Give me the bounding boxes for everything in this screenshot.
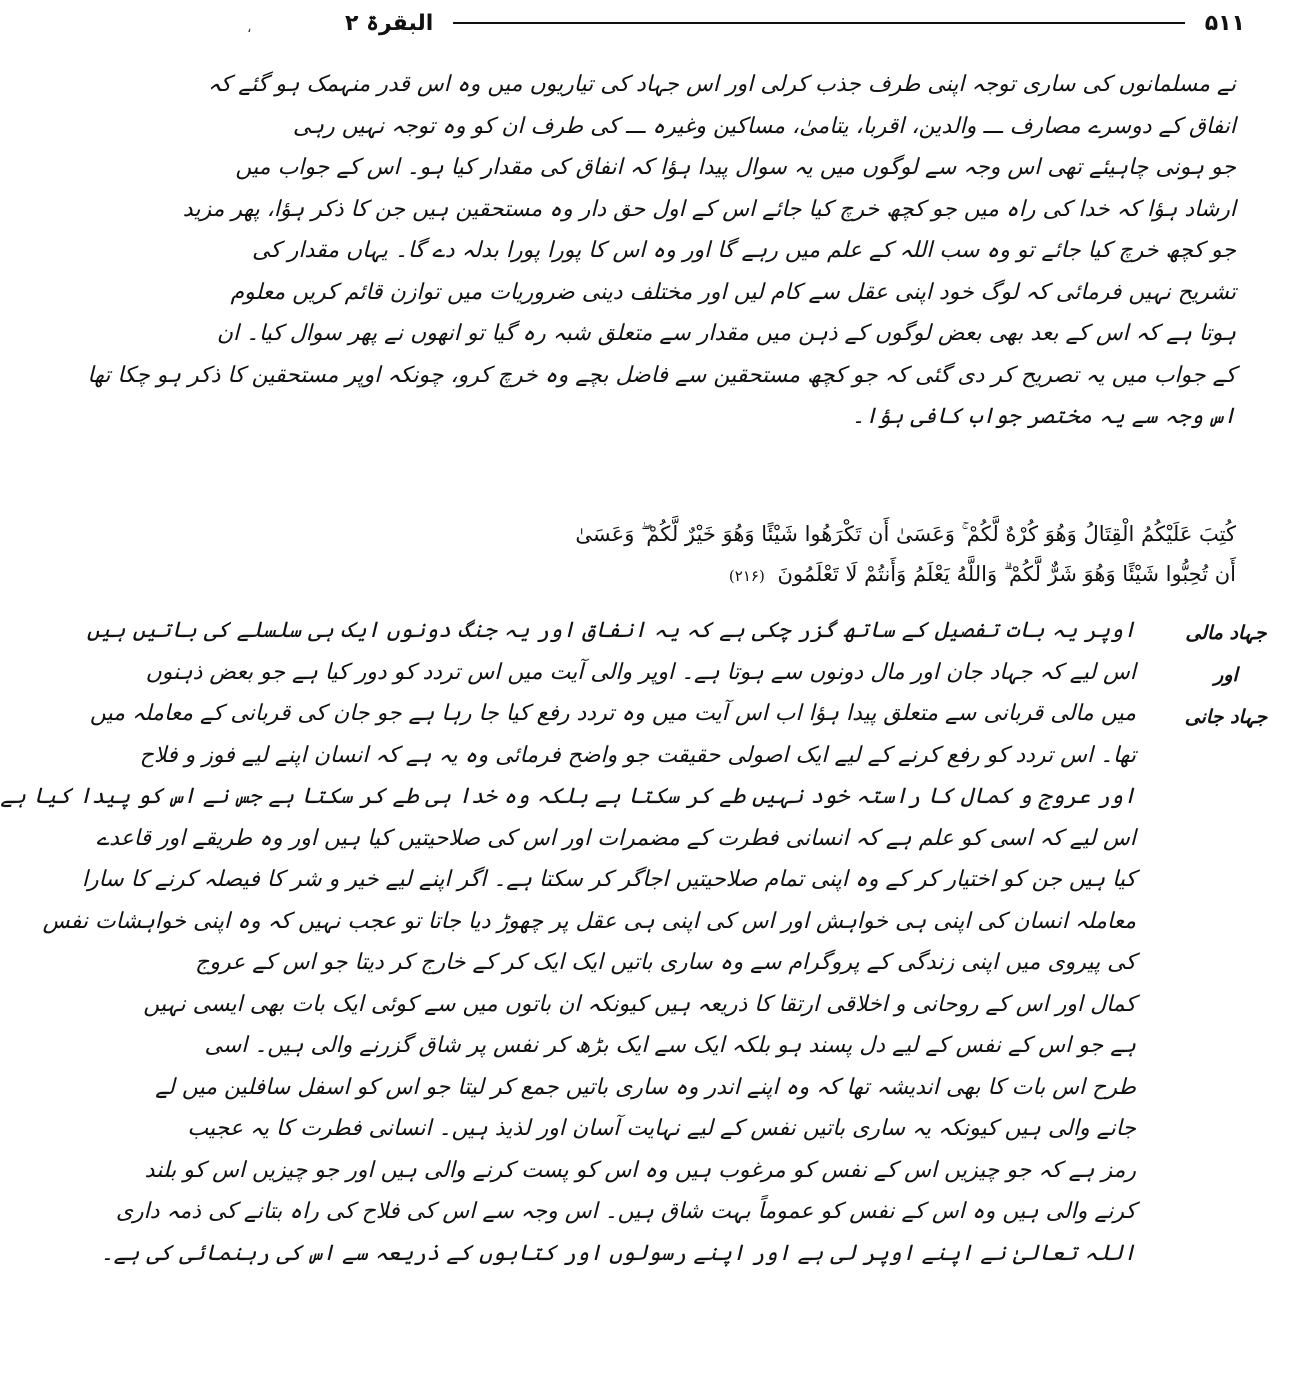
commentary-paragraph-2: [0, 610, 1136, 1274]
text-line: جو ہونی چاہیئے تھی اس وجہ سے لوگوں میں یہ سوال پیدا ہؤا کہ انفاق کی مقدار کیا ہو۔ اس کے جواب میں: [235, 155, 1236, 180]
text-line: معاملہ انسان کی اپنی ہی خواہش اور اس کی اپنی ہی عقل پر چھوڑ دیا جاتا تو عجب نہیں کہ وہ اپنی خواہشات نفس: [42, 908, 1136, 934]
corner-mark: ،: [247, 20, 252, 36]
text-line: اور عروج و کمال کا راستہ خود نہیں طے کر سکتا ہے بلکہ وہ خدا ہی طے کر سکتا ہے جس نے اس کو پیدا کیا ہے: [0, 784, 1136, 809]
text-line: اس لیے کہ اسی کو علم ہے کہ انسانی فطرت کے مضمرات اور اس کی صلاحیتیں کیا ہیں اور وہ طریقے اور قاعدے: [96, 825, 1136, 851]
text-line: کیا ہیں جن کو اختیار کر کے وہ اپنی تمام صلاحیتیں اجاگر کر سکتا ہے۔ اگر اپنے لیے خیر و شر کا فیصلہ کرنے کا سارا: [81, 867, 1136, 892]
header-rule: [453, 22, 1184, 24]
text-line: کمال اور اس کے روحانی و اخلاقی ارتقا کا ذریعہ ہیں کیونکہ ان باتوں میں سے کوئی ایک بات بھی ایسی نہیں: [143, 991, 1136, 1017]
verse-line-with-number: [356, 554, 1236, 594]
text-line: طرح اس بات کا بھی اندیشہ تھا کہ وہ اپنے اندر وہ ساری باتیں جمع کر لیتا جو اس کو اسفل سافلین میں لے: [155, 1074, 1136, 1100]
margin-heading: [1166, 612, 1286, 738]
text-line: میں مالی قربانی سے متعلق پیدا ہؤا اب اس آیت میں وہ تردد رفع کیا جا رہا ہے جو جان کی قربانی کے معاملہ میں: [89, 701, 1136, 726]
verse-number: (۲۱۶): [728, 567, 765, 585]
text-line: ہے جو اس کے نفس کے لیے دل پسند ہو بلکہ ایک سے ایک بڑھ کر نفس پر شاق گزرنے والی ہیں۔ اسی: [204, 1033, 1136, 1058]
commentary-paragraph-1: [87, 64, 1236, 438]
text-line: جانے والی ہیں کیونکہ یہ ساری باتیں نفس کے لیے نہایت آسان اور لذیذ ہیں۔ انسانی فطرت کا یہ عجیب: [187, 1116, 1136, 1141]
verse-line: كُتِبَ عَلَيْكُمُ الْقِتَالُ وَهُوَ كُرْهٌ لَّكُمْ ۚ وَعَسَىٰ أَن تَكْرَهُوا شَيْئًا وَهُوَ خَيْرٌ لَّكُمْ ۖ وَعَسَىٰ: [575, 522, 1236, 546]
text-line: کی پیروی میں اپنی زندگی کے پروگرام سے وہ ساری باتیں ایک ایک کر کے خارج کر دیتا جو اس کے عروج: [195, 950, 1136, 975]
text-line: تشریح نہیں فرمائی کہ لوگ خود اپنی عقل سے کام لیں اور مختلف دینی ضروریات میں توازن قائم کریں معلوم: [230, 279, 1236, 305]
text-line: نے مسلمانوں کی ساری توجہ اپنی طرف جذب کرلی اور اس جہاد کی تیاریوں میں وہ اس قدر منہمک ہو گئے کہ: [207, 72, 1236, 97]
margin-heading-line: جہاد جانی: [1184, 706, 1268, 728]
text-line: اس وجہ سے یہ مختصر جواب کافی ہؤا۔: [851, 404, 1236, 429]
text-line: تھا۔ اس تردد کو رفع کرنے کے لیے ایک اصولی حقیقت جو واضح فرمائی وہ یہ ہے کہ انسان اپنے لیے فوز و فلاح: [139, 742, 1136, 768]
text-line: جو کچھ خرچ کیا جائے تو وہ سب اللہ کے علم میں رہے گا اور وہ اس کا پورا پورا بدلہ دے گا۔ یہاں مقدار کی: [251, 238, 1236, 263]
margin-heading-line: جہاد مالی: [1185, 622, 1267, 644]
page-number: ۵۱۱: [1204, 10, 1245, 36]
text-line: رمز ہے کہ جو چیزیں اس کے نفس کو مرغوب ہیں وہ اس کو پست کرنے والی ہیں اور جو چیزیں اس کو بلند: [144, 1157, 1136, 1183]
running-header: [345, 6, 1245, 40]
verse-line: أَن تُحِبُّوا شَيْئًا وَهُوَ شَرٌّ لَّكُمْ ۗ وَاللَّهُ يَعْلَمُ وَأَنتُمْ لَا تَعْلَمُونَ: [777, 562, 1236, 586]
text-line: ارشاد ہؤا کہ خدا کی راہ میں جو کچھ خرچ کیا جائے اس کے اول حق دار وہ مستحقین ہیں جن کا ذکر ہؤا، پھر مزید: [182, 196, 1236, 222]
quran-verse: [356, 514, 1236, 594]
text-line: اوپر یہ بات تفصیل کے ساتھ گزر چکی ہے کہ یہ انفاق اور یہ جنگ دونوں ایک ہی سلسلے کی باتیں ہیں: [86, 618, 1136, 643]
surah-title: البقرۃ ۲: [345, 10, 434, 36]
text-line: کے جواب میں یہ تصریح کر دی گئی کہ جو کچھ مستحقین سے فاضل بچے وہ خرچ کرو، چونکہ اوپر مستحقین کا ذکر ہو چکا تھا: [87, 362, 1236, 388]
text-line: اللہ تعالیٰ نے اپنے اوپر لی ہے اور اپنے رسولوں اور کتابوں کے ذریعہ سے اس کی رہنمائی کی ہے۔: [100, 1240, 1136, 1266]
text-line: انفاق کے دوسرے مصارف ـــ والدین، اقربا، یتامیٰ، مساکین وغیرہ ـــ کی طرف ان کو وہ توجہ نہیں رہی: [292, 113, 1236, 139]
text-line: اس لیے کہ جہاد جان اور مال دونوں سے ہوتا ہے۔ اوپر والی آیت میں اس تردد کو دور کیا ہے جو بعض ذہنوں: [145, 659, 1136, 685]
text-line: کرنے والی ہیں وہ اس کے نفس کو عموماً بہت شاق ہیں۔ اس وجہ سے اس کی فلاح کی راہ بتانے کی ذمہ داری: [115, 1199, 1136, 1224]
margin-heading-line: اور: [1214, 664, 1238, 686]
text-line: ہوتا ہے کہ اس کے بعد بھی بعض لوگوں کے ذہن میں مقدار سے متعلق شبہ رہ گیا تو انھوں نے پھر سوال کیا۔ ان: [216, 321, 1236, 346]
